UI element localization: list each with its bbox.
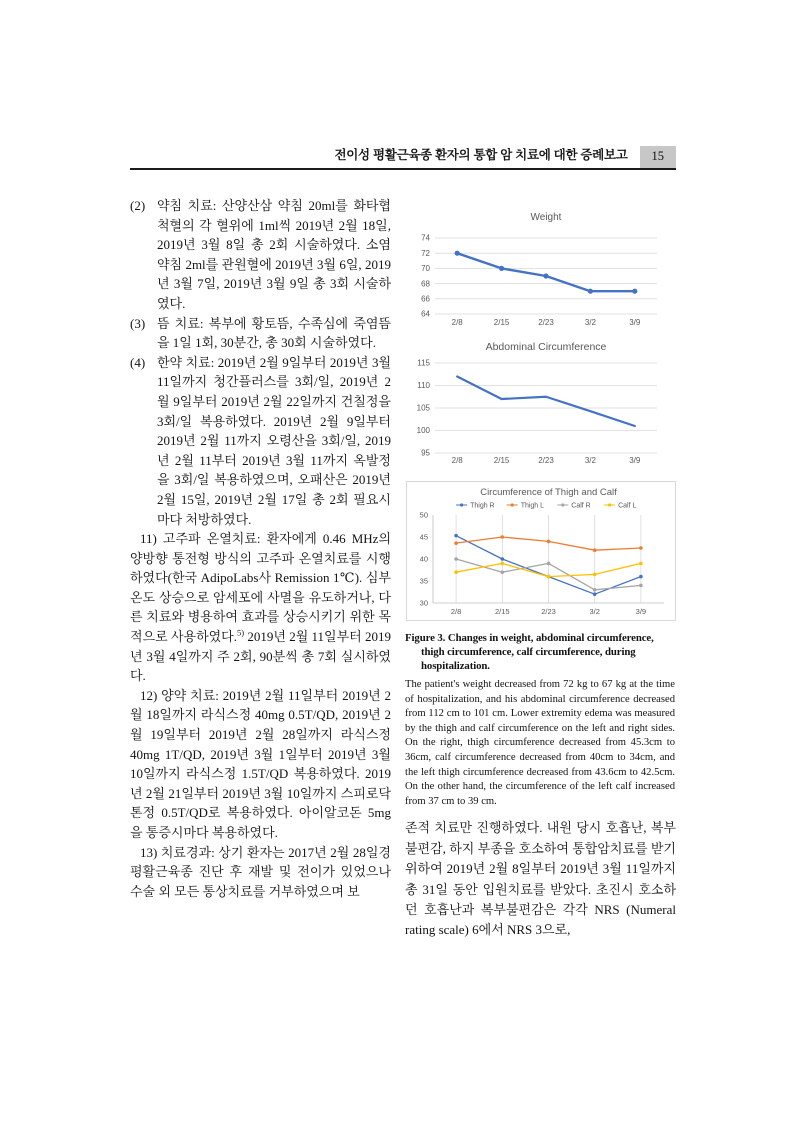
svg-text:2/23: 2/23	[541, 607, 556, 616]
svg-text:Circumference of Thigh and Cal: Circumference of Thigh and Calf	[480, 487, 617, 498]
list-item-2	[130, 196, 391, 314]
svg-text:3/9: 3/9	[635, 607, 647, 616]
svg-text:115: 115	[417, 358, 430, 368]
svg-text:Weight: Weight	[530, 212, 562, 223]
svg-text:30: 30	[419, 598, 428, 608]
svg-text:2/8: 2/8	[451, 456, 463, 465]
svg-text:64: 64	[421, 309, 430, 319]
left-column	[130, 196, 391, 901]
svg-text:110: 110	[417, 381, 430, 391]
svg-text:74: 74	[421, 233, 430, 243]
svg-text:40: 40	[419, 554, 428, 564]
list-text: 뜸 치료: 복부에 황토뜸, 수족심에 죽염뜸을 1일 1회, 30분간, 총 30회 시술하였다.	[157, 315, 391, 351]
paragraph-11	[130, 529, 391, 686]
svg-text:45: 45	[419, 532, 428, 542]
svg-text:Abdominal Circumference: Abdominal Circumference	[485, 341, 607, 353]
svg-text:2/23: 2/23	[538, 318, 554, 326]
svg-text:Thigh R: Thigh R	[470, 502, 495, 510]
svg-text:68: 68	[421, 279, 430, 289]
svg-text:3/9: 3/9	[629, 456, 641, 465]
svg-text:3/2: 3/2	[584, 456, 596, 465]
list-marker: (3)	[130, 315, 146, 331]
body-paragraph: 존적 치료만 진행하였다. 내원 당시 호흡난, 복부불편감, 하지 부종을 호소하여 통합암치료를 받기 위하여 2019년 2월 8일부터 2019년 3월 11일까지 총 31일 동안 입원치료를 받았다. 초진시 호소하던 호흡난과 복부불편감은 각각 NRS (Numeral rating scale) 6에서 NRS 3으로,	[405, 820, 676, 938]
svg-text:2/15: 2/15	[493, 456, 510, 465]
svg-text:2/8: 2/8	[450, 607, 462, 616]
list-marker: (4)	[130, 354, 146, 370]
paragraph-13: 13) 치료경과: 상기 환자는 2017년 2월 28일경 평활근육종 진단 후 재발 및 전이가 있었으나 수술 외 모든 통상치료를 거부하였으며 보	[130, 844, 391, 899]
svg-text:2/15: 2/15	[494, 607, 510, 616]
svg-text:70: 70	[421, 264, 430, 274]
footnote-marker: 5)	[237, 627, 245, 638]
list-text: 한약 치료: 2019년 2월 9일부터 2019년 3월 11일까지 청간플러스를 3회/일, 2019년 2월 9일부터 2019년 2월 22일까지 건칠정을 3회/일 복용하였다. 2019년 2월 9일부터 2019년 2월 11까지 오령산을 3회/일, 2019년 2월 11부터 2019년 3월 11까지 옥발정을 3회/일 복용하였으며, 오패산은 2019년 2월 15일, 2019년 2월 17일 총 2회 필요시마다 처방하였다.	[157, 354, 391, 527]
svg-text:3/2: 3/2	[584, 318, 596, 326]
svg-text:66: 66	[421, 294, 430, 304]
paragraph-11-continued: 2019년 2월 11일부터 2019년 3월 4일까지 주 2회, 90분씩 총 7회 실시하였다.	[130, 629, 392, 684]
svg-text:2/8: 2/8	[451, 318, 463, 326]
svg-text:2/15: 2/15	[493, 318, 510, 326]
svg-text:3/2: 3/2	[589, 607, 600, 616]
list-text: 약침 치료: 산양산삼 약침 20ml를 화타협척혈의 각 혈위에 1ml씩 2019년 2월 18일, 2019년 3월 8일 총 2회 시술하였다. 소염 약침 2ml를 관원혈에 2019년 3월 6일, 2019년 3월 7일, 2019년 3월 9일 총 3회 시술하였다.	[157, 198, 391, 311]
svg-text:95: 95	[421, 448, 430, 458]
svg-text:Calf R: Calf R	[571, 502, 591, 510]
list-item-4	[130, 353, 391, 529]
paragraph-12: 12) 양약 치료: 2019년 2월 11일부터 2019년 2월 18일까지 라식스정 40mg 0.5T/QD, 2019년 2월 19일부터 2019년 2월 28일까지 라식스정 40mg 1T/QD, 2019년 3월 1일부터 2019년 3월 10일까지 라식스정 1.5T/QD 복용하였다. 2019년 2월 21일부터 2019년 3월 10일까지 스피로닥톤정 0.5T/QD로 복용하였다. 아이알코돈 5mg을 통증시마다 복용하였다.	[130, 687, 391, 840]
abdominal-circumference-line-chart	[411, 335, 669, 465]
svg-text:3/9: 3/9	[629, 318, 641, 326]
thigh-calf-circumference-line-chart	[406, 481, 676, 621]
figure-caption	[405, 631, 675, 809]
svg-text:72: 72	[421, 248, 430, 258]
page-number: 15	[640, 146, 677, 168]
svg-text:Thigh L: Thigh L	[520, 502, 545, 510]
svg-text:Calf L: Calf L	[618, 502, 637, 510]
page-header	[130, 141, 676, 170]
running-head: 전이성 평활근육종 환자의 통합 암 치료에 대한 증례보고	[334, 148, 628, 162]
figure-caption-title: Figure 3. Changes in weight, abdominal circumference, thigh circumference, calf circumference, during hospitalization.	[405, 632, 654, 672]
list-item-3	[130, 314, 391, 353]
svg-text:105: 105	[416, 403, 430, 413]
svg-text:2/23: 2/23	[538, 456, 554, 465]
svg-text:50: 50	[419, 510, 428, 520]
figure-caption-body: The patient's weight decreased from 72 kg to 67 kg at the time of hospitalization, and his abdominal circumference decreased from 112 cm to 101 cm. Lower extremity edema was measured by the thigh and calf circumference on the left and right sides. On the right, thigh circumference decreased from 45.3cm to 36cm, calf circumference decreased from 40cm to 34cm, and the left thigh circumference decreased from 43.6cm to 42.5cm. On the other hand, the circumference of the left calf increased from 37 cm to 39 cm.	[405, 679, 675, 807]
paragraph-11-text: 11) 고주파 온열치료: 환자에게 0.46 MHz의 양방향 통전형 방식의 고주파 온열치료를 시행하였다(한국 AdipoLabs사 Remission 1℃). 심부 온도 상승으로 암세포에 사멸을 유도하거나, 다른 치료와 병용하여 효과를 상승시키기 위한 목적으로 사용하였다.	[130, 531, 391, 645]
right-column	[405, 200, 677, 941]
list-marker: (2)	[130, 198, 146, 213]
svg-text:100: 100	[416, 426, 430, 436]
weight-line-chart	[411, 200, 669, 326]
svg-text:35: 35	[419, 576, 428, 586]
